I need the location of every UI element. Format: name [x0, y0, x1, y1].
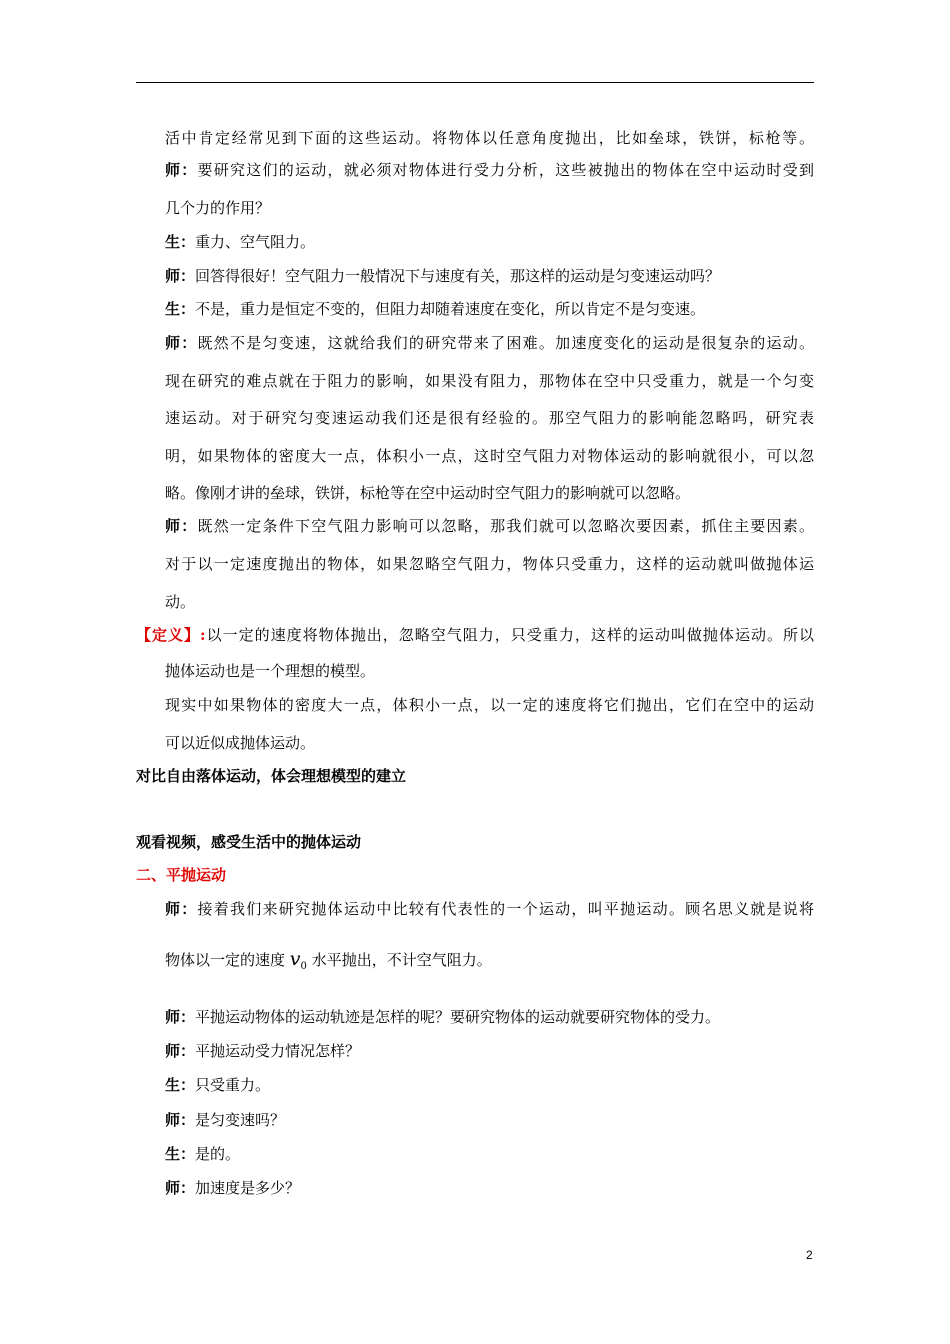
page-number: 2 — [806, 1248, 813, 1262]
speaker-student: 生： — [165, 1076, 196, 1094]
paragraph-line: 现实中如果物体的密度大一点，体积小一点，以一定的速度将它们抛出，它们在空中的运动 — [165, 696, 814, 714]
paragraph-line: 速运动。对于研究匀变速运动我们还是很有经验的。那空气阻力的影响能忽略吗，研究表 — [165, 409, 814, 427]
paragraph-line: 可以近似成抛体运动。 — [165, 734, 316, 752]
speaker-student: 生： — [165, 300, 196, 318]
speaker-teacher: 师： — [165, 1179, 196, 1197]
paragraph-line: 明，如果物体的密度大一点，体积小一点，这时空气阻力对物体运动的影响就很小，可以忽 — [165, 447, 814, 465]
speaker-teacher: 师： — [165, 900, 198, 918]
speaker-teacher: 师： — [165, 161, 198, 179]
paragraph-line: 抛体运动也是一个理想的模型。 — [165, 662, 376, 680]
paragraph-line: 动。 — [165, 593, 196, 611]
section-title: 二、平抛运动 — [136, 866, 227, 884]
paragraph-line: 对于以一定速度抛出的物体，如果忽略空气阻力，物体只受重力，这样的运动就叫做抛体运 — [165, 555, 814, 573]
dialogue-line: 师：既然一定条件下空气阻力影响可以忽略，那我们就可以忽略次要因素，抓住主要因素。 — [165, 517, 814, 535]
speaker-teacher: 师： — [165, 334, 198, 352]
speaker-teacher: 师： — [165, 1042, 196, 1060]
dialogue-line: 生：重力、空气阻力。 — [165, 233, 316, 251]
header-rule — [136, 82, 814, 83]
dialogue-line: 师：要研究这们的运动，就必须对物体进行受力分析，这些被抛出的物体在空中运动时受到 — [165, 161, 814, 179]
speaker-teacher: 师： — [165, 1008, 196, 1026]
definition-tag: 【定义】 — [136, 626, 201, 644]
dialogue-line: 师：加速度是多少？ — [165, 1179, 301, 1197]
dialogue-line: 师：回答得很好！空气阻力一般情况下与速度有关，那这样的运动是匀变速运动吗？ — [165, 267, 721, 285]
section-heading: 对比自由落体运动，体会理想模型的建立 — [136, 767, 407, 785]
dialogue-line: 师：接着我们来研究抛体运动中比较有代表性的一个运动，叫平抛运动。顾名思义就是说将 — [165, 900, 814, 918]
speaker-teacher: 师： — [165, 267, 196, 285]
paragraph-line: 物体以一定的速度 $v_0$ 水平抛出，不计空气阻力。 — [165, 948, 492, 972]
speaker-teacher: 师： — [165, 1111, 196, 1129]
dialogue-line: 师：平抛运动受力情况怎样？ — [165, 1042, 361, 1060]
velocity-symbol: $v_0$ — [289, 948, 307, 972]
speaker-student: 生： — [165, 233, 196, 251]
speaker-student: 生： — [165, 1145, 196, 1163]
dialogue-line: 师：平抛运动物体的运动轨迹是怎样的呢？要研究物体的运动就要研究物体的受力。 — [165, 1008, 721, 1026]
dialogue-line: 师：既然不是匀变速，这就给我们的研究带来了困难。加速度变化的运动是很复杂的运动。 — [165, 334, 814, 352]
dialogue-line: 生：不是，重力是恒定不变的，但阻力却随着速度在变化，所以肯定不是匀变速。 — [165, 300, 706, 318]
definition-line: 【定义】:以一定的速度将物体抛出，忽略空气阻力，只受重力，这样的运动叫做抛体运动。所以 — [136, 626, 814, 644]
paragraph-line: 几个力的作用？ — [165, 199, 271, 217]
paragraph-line: 略。像刚才讲的垒球，铁饼，标枪等在空中运动时空气阻力的影响就可以忽略。 — [165, 484, 691, 502]
paragraph-line: 活中肯定经常见到下面的这些运动。将物体以任意角度抛出，比如垒球，铁饼，标枪等。 — [165, 129, 814, 147]
dialogue-line: 师：是匀变速吗？ — [165, 1111, 286, 1129]
section-heading: 观看视频，感受生活中的抛体运动 — [136, 833, 362, 851]
paragraph-line: 现在研究的难点就在于阻力的影响，如果没有阻力，那物体在空中只受重力，就是一个匀变 — [165, 372, 814, 390]
dialogue-line: 生：只受重力。 — [165, 1076, 271, 1094]
speaker-teacher: 师： — [165, 517, 198, 535]
dialogue-line: 生：是的。 — [165, 1145, 241, 1163]
